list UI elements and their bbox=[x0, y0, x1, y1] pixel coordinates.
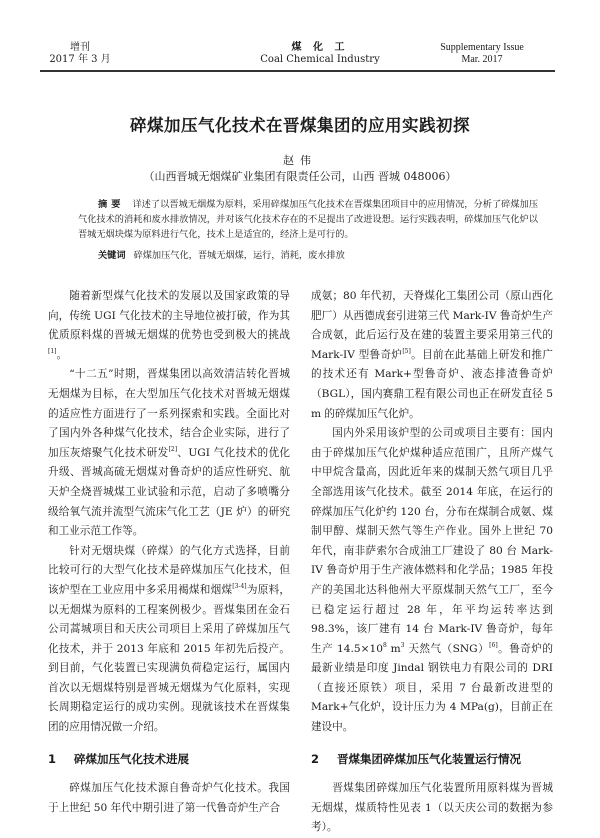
keywords bbox=[98, 248, 538, 263]
paragraph bbox=[48, 542, 290, 738]
section-title: 晋煤集团碎煤加压气化装置运行情况 bbox=[337, 751, 521, 766]
citation: [5] bbox=[402, 347, 411, 355]
section-heading bbox=[48, 750, 290, 770]
paragraph bbox=[311, 424, 553, 738]
paragraph-text: 。目前在此基础上研发和推广的技术还有 Mark+型鲁奇炉、液态排渣鲁奇炉（BGL），国内赛鼎工程有限公司也正在研发直径 5 m 的碎煤加压气化炉。 bbox=[311, 348, 553, 420]
section-number: 2 bbox=[311, 751, 320, 766]
issue-date: 2017 年 3 月 bbox=[49, 54, 111, 65]
citation: [1] bbox=[48, 347, 57, 355]
paragraph bbox=[48, 287, 290, 365]
section-heading bbox=[311, 750, 553, 770]
exponent: 8 bbox=[382, 641, 387, 649]
paragraph: 碎煤加压气化技术源自鲁奇炉气化技术。我国于上世纪 50 年代中期引进了第一代鲁奇炉生产合 bbox=[48, 782, 290, 814]
paragraph-text: 天然气（SNG） bbox=[404, 642, 490, 655]
citation: [6] bbox=[489, 641, 498, 649]
issue-label: 增刊 bbox=[70, 42, 90, 53]
paragraph-text: 。鲁奇炉的最新业绩是印度 Jindal 钢铁电力有限公司的 DRI（直接还原铁）项目，采用 7 台最新改进型的 Mark+气化炉，设计压力为 4 MPa(g)，目前正在建设中。 bbox=[311, 642, 554, 734]
running-header bbox=[40, 42, 572, 72]
keywords-label: 关键词 bbox=[98, 250, 126, 261]
citation: [2] bbox=[168, 445, 178, 453]
paragraph-text: “十二五”时期，晋煤集团以高效清洁转化晋城无烟煤为目标，在大型加压气化技术对晋城无烟煤的适应性方面进行了一系列探索和实践。全面比对了国内外各种煤气化技术，结合企业实际，进行了加压灰熔聚气化技术研发 bbox=[48, 368, 290, 459]
paragraph-text: 国内外采用该炉型的公司或项目主要有：国内由于碎煤加压气化炉煤种适应范围广，且所产煤气中甲烷含量高，因此近年来的煤制天然气项目几乎全部选用该气化技术。截至 2014 年底，在运行的碎煤加压气化炉约 120 台，分布在煤制合成氨、煤制甲醇、煤制天然气等生产作业。国外上世纪 70 年代，南非萨索尔合成油工厂建设了 80 台 Mark-IV 鲁奇炉用于生产液体燃料和化学品；1985 年投产的美国北达科他州大平原煤制天然气工厂，至今已稳定运行超过 28 年，年平均运转率达到 98.3%，该厂建有 14 台 Mark-IV 鲁奇炉，每年生产 14.5×10 bbox=[311, 427, 553, 655]
abstract bbox=[78, 197, 538, 242]
journal-name-en: Coal Chemical Industry bbox=[260, 54, 380, 65]
abstract-label: 摘要 bbox=[98, 199, 125, 210]
section-title: 碎煤加压气化技术进展 bbox=[74, 751, 189, 766]
abstract-text: 详述了以晋城无烟煤为原料，采用碎煤加压气化技术在晋煤集团项目中的应用情况，分析了碎煤加压气化技术的消耗和废水排放情况，并对该气化技术存在的不足提出了改进设想。运行实践表明，碎煤加压气化炉以晋城无烟块煤为原料进行气化，技术上是适宜的，经济上是可行的。 bbox=[78, 199, 539, 240]
right-column bbox=[311, 287, 553, 838]
issue-label-en: Supplementary Issue bbox=[440, 42, 524, 53]
citation: [3-4] bbox=[232, 582, 247, 590]
paragraph-text: 为原料，以无烟煤为原料的工程案例极少。晋煤集团在金石公司蒿城项目和天庆公司项目上采用了碎煤加压气化技术，并于 2013 年底和 2015 年初先后投产。到目前，气化装置已实现满负荷稳定运行，属国内首次以无烟煤特别是晋城无烟煤为气化原料，实现长周期稳定运行的成功实例。现就该技术在晋煤集团的应用情况做一介绍。 bbox=[48, 583, 291, 734]
keywords-text: 碎煤加压气化，晋城无烟煤，运行，消耗，废水排放 bbox=[133, 250, 345, 261]
paragraph-text: 针对无烟块煤（碎煤）的气化方式选择，目前比较可行的大型气化技术是碎煤加压气化技术，但该炉型在工业应用中多采用褐煤和烟煤 bbox=[48, 544, 290, 596]
paragraph-text: 成氨；80 年代初，天脊煤化工集团公司（原山西化肥厂）从西德成套引进第三代 Mark-IV 鲁奇炉生产合成氨，此后运行及在建的装置主要采用第三代的 Mark-IV 型鲁奇炉 bbox=[311, 290, 553, 361]
journal-name-cn: 煤 化 工 bbox=[291, 42, 349, 53]
paragraph bbox=[48, 365, 290, 541]
paragraph-text: 、UGI 气化技术的优化升级、晋城高硫无烟煤对鲁奇炉的适应性研究、航天炉全烧晋城煤工业试验和示范，启动了多喷嘴分级给氧气流并流型气流床气化工艺（JE 炉）的研究和工业示范工作等。 bbox=[48, 446, 290, 538]
paragraph-text: 。 bbox=[56, 348, 68, 361]
paragraph bbox=[311, 287, 553, 424]
header-rule bbox=[40, 70, 555, 72]
issue-info-en bbox=[422, 42, 542, 66]
paragraph-text: 随着新型煤气化技术的发展以及国家政策的导向，传统 UGI 气化技术的主导地位被打破，作为其优质原料煤的晋城无烟煤的优势也受到极大的挑战 bbox=[48, 290, 290, 342]
section-number: 1 bbox=[48, 751, 57, 766]
paragraph: 晋煤集团碎煤加压气化装置所用原料煤为晋城无烟煤，煤质特性见表 1（以天庆公司的数据为参考）。 bbox=[311, 782, 553, 834]
issue-info bbox=[40, 42, 120, 66]
issue-date-en: Mar. 2017 bbox=[461, 54, 503, 65]
exponent: 3 bbox=[400, 641, 405, 649]
paragraph-text: m bbox=[386, 642, 401, 655]
affiliation: （山西晋城无烟煤矿业集团有限责任公司，山西 晋城 048006） bbox=[143, 170, 457, 183]
article-title: 碎煤加压气化技术在晋煤集团的应用实践初探 bbox=[130, 116, 470, 135]
left-column bbox=[48, 287, 290, 818]
journal-name bbox=[220, 42, 420, 66]
author: 赵伟 bbox=[283, 154, 317, 167]
